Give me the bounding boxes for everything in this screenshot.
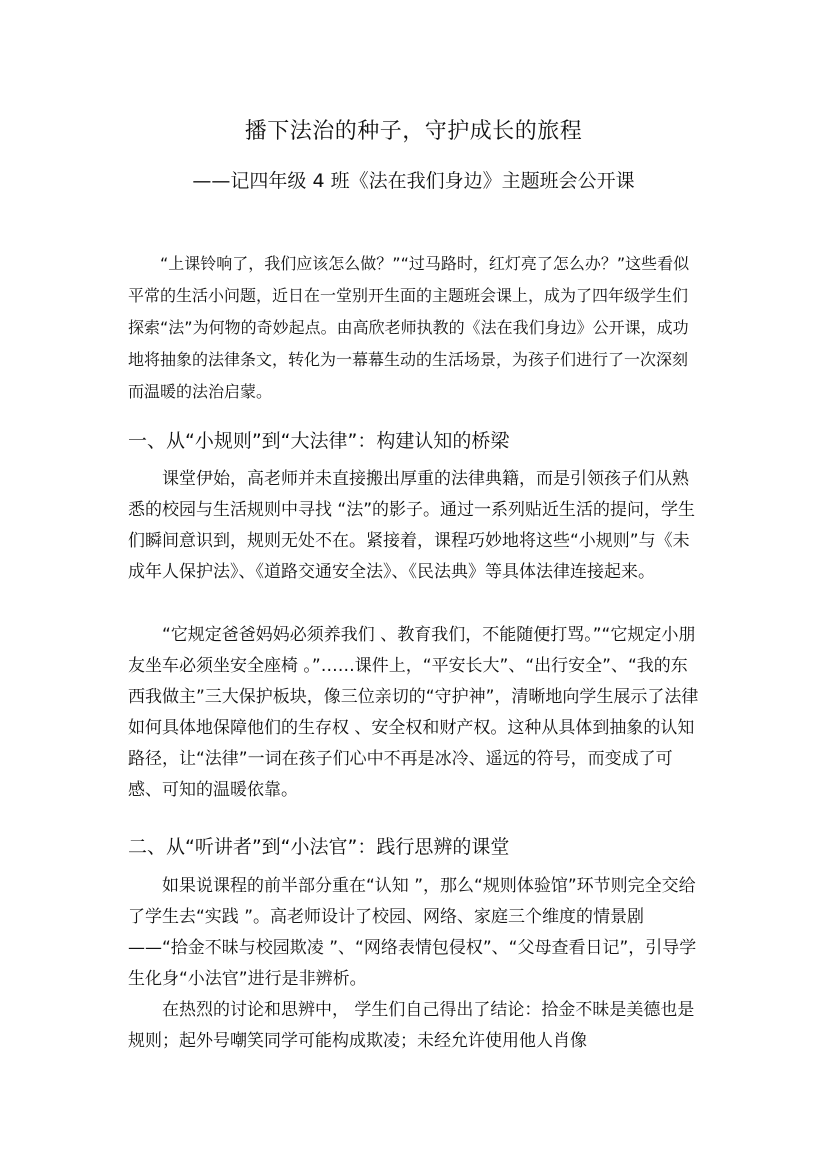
section-2-paragraph-1: 如果说课程的前半部分重在“认知 ”，那么“规则体验馆”环节则完全交给了学生去“实践 ”。高老师设计了校园、网络、家庭三个维度的情景剧——“拾金不昧与校园欺凌 ”、“网络表情包侵权”、“父母查看日记”，引导学生化身“小法官”进行是非辨析。	[128, 876, 697, 989]
section-1-paragraph-1: 课堂伊始，高老师并未直接搬出厚重的法律典籍，而是引领孩子们从熟悉的校园与生活规则中寻找 “法”的影子。通过一系列贴近生活的提问，学生们瞬间意识到，规则无处不在。紧接着，课程巧妙地将这些“小规则”与《未成年人保护法》、《道路交通安全法》、《民法典》等具体法律连接起来。	[128, 469, 696, 582]
section-1-paragraph-2: “它规定爸爸妈妈必须养我们 、教育我们，不能随便打骂。”“它规定小朋友坐车必须坐安全座椅 。”……课件上，“平安长大”、“出行安全”、“我的东西我做主”三大保护板块，像三位亲切的“守护神”，清晰地向学生展示了法律如何具体地保障他们的生存权 、安全权和财产权。这种从具体到抽象的认知路径，让“法律”一词在孩子们心中不再是冰冷、遥远的符号，而变成了可感、可知的温暖依靠。	[128, 625, 699, 800]
page-title: 播下法治的种子，守护成长的旅程	[244, 119, 583, 144]
section-1-heading: 一、从“小规则”到“大法律”：构建认知的桥梁	[128, 430, 510, 452]
section-2-heading: 二、从“听讲者”到“小法官”：践行思辨的课堂	[128, 836, 510, 858]
intro-paragraph: “上课铃响了，我们应该怎么做？”“过马路时，红灯亮了怎么办？”这些看似平常的生活小问题，近日在一堂别开生面的主题班会课上，成为了四年级学生们探索“法”为何物的奇妙起点。由高欣老师执教的《法在我们身边》公开课，成功地将抽象的法律条文，转化为一幕幕生动的生活场景，为孩子们进行了一次深刻而温暖的法治启蒙。	[128, 254, 690, 401]
section-2-paragraph-2: 在热烈的讨论和思辨中， 学生们自己得出了结论：拾金不昧是美德也是规则；起外号嘲笑同学可能构成欺凌；未经允许使用他人肖像	[128, 1000, 695, 1051]
page-subtitle: ——记四年级 4 班《法在我们身边》主题班会公开课	[192, 170, 635, 192]
